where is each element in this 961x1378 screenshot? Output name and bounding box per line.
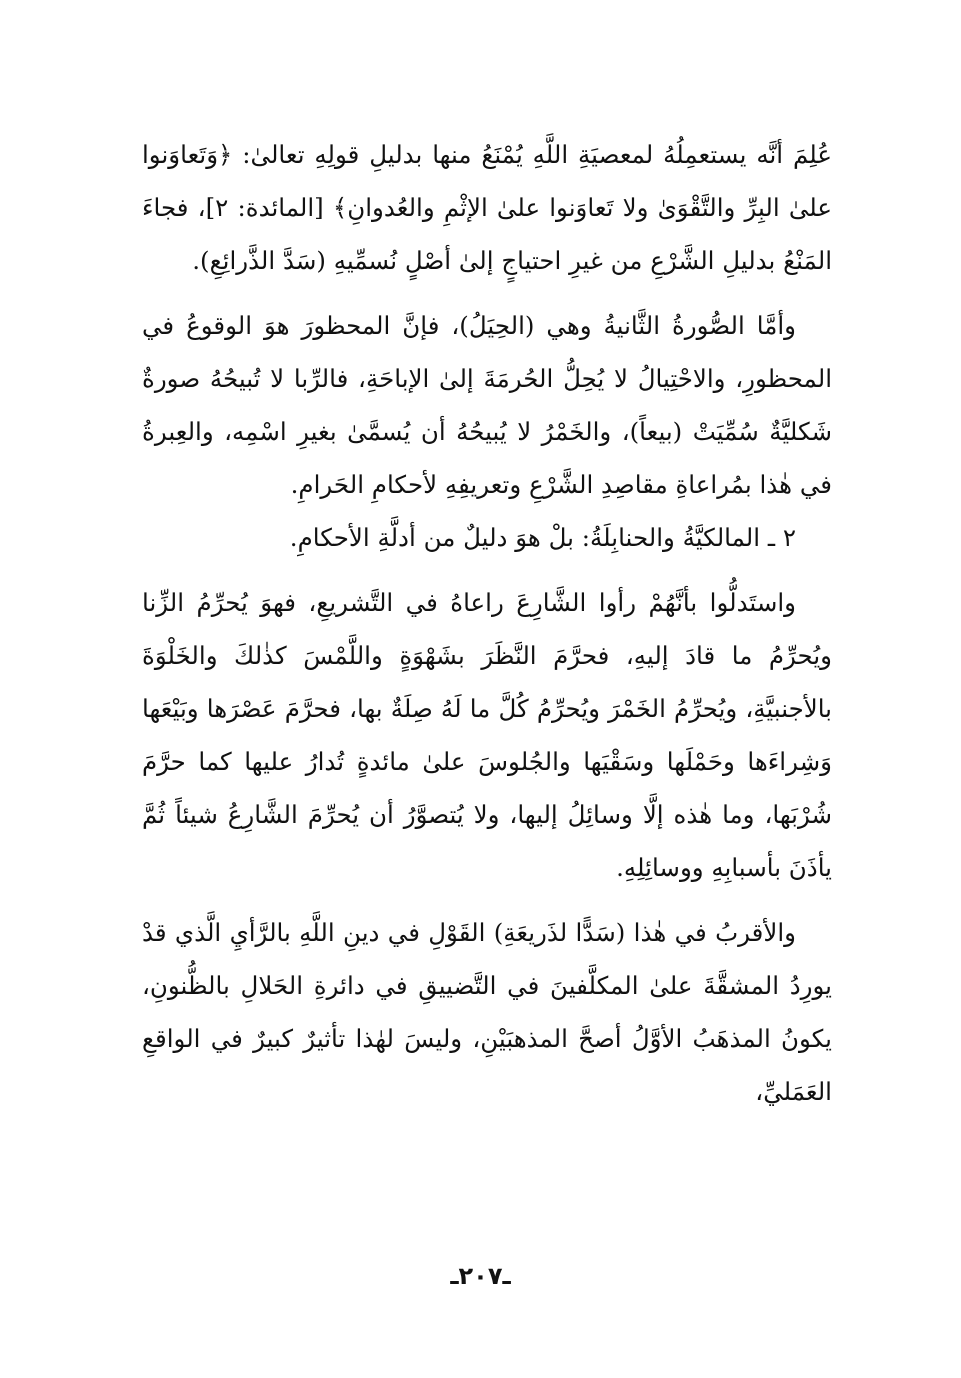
body-text	[142, 128, 832, 1118]
paragraph-4: واستَدلُّوا بأنَّهُمْ رأوا الشَّارِعَ راعاهُ في التَّشريعِ، فهوَ يُحرِّمُ الزِّنا ويُحرِّمُ ما قادَ إليهِ، فحرَّمَ النَّظَرَ بشَهْوَةٍ واللَّمْسَ كذٰلكَ والخَلْوَةَ بالأجنبيَّةِ، ويُحرِّمُ الخَمْرَ ويُحرِّمُ كُلَّ ما لَهُ صِلَةٌ بها، فحرَّمَ عَصْرَها وبَيْعَها وَشِراءَها وحَمْلَها وسَقْيَها والجُلوسَ علىٰ مائدةٍ تُدارُ عليها كما حرَّمَ شُرْبَها، وما هٰذه إلَّا وسائِلُ إليها، ولا يُتصوَّرُ أن يُحرِّمَ الشَّارِعُ شيئاً ثُمَّ يأذَنَ بأسبابِهِ ووسائِلِهِ.	[142, 588, 832, 882]
paragraph-1: عُلِمَ أنَّه يستعمِلُهُ لمعصيَةِ اللَّهِ يُمْنَعُ منها بدليلِ قولِهِ تعالىٰ: ﴿وَتَعاوَنوا علىٰ البِرِّ والتَّقْوَىٰ ولا تَعاوَنوا علىٰ الإثْمِ والعُدوانِ﴾ [المائدة: ٢]، فجاءَ المَنْعُ بدليلِ الشَّرْعِ من غيرِ احتياجٍ إلىٰ أصْلٍ نُسمِّيهِ (سَدَّ الذَّرائِعِ).	[142, 140, 833, 275]
paragraph-3-numbered-heading: ٢ ـ المالكيَّةُ والحنابِلَةُ: بلْ هوَ دليلٌ من أدلَّةِ الأحكامِ.	[289, 523, 796, 552]
page-number: ـ٢٠٧ـ	[450, 1262, 511, 1290]
paragraph-2: وأمَّا الصُّورةُ الثَّانيةُ وهي (الحِيَلُ)، فإنَّ المحظورَ هوَ الوقوعُ في المحظورِ، والاحْتِيالُ لا يُحِلُّ الحُرمَةَ إلىٰ الإباحَةِ، فالرِّبا لا تُبيحُهُ صورةٌ شَكليَّةٌ سُمِّيَتْ (بيعاً)، والخَمْرُ لا يُبيحُهُ أن يُسمَّىٰ بغيرِ اسْمِه، والعِبرةُ في هٰذا بمُراعاةِ مقاصِدِ الشَّرْعِ وتعريفِهِ لأحكامِ الحَرامِ.	[142, 311, 832, 499]
paragraph-5: والأقربُ في هٰذا (سَدًّا لذَريعَةِ) القَوْلِ في دينِ اللَّهِ بالرَّأيِ الَّذي قدْ يورِدُ المشقَّةَ علىٰ المكلَّفينَ في التَّضييقِ في دائرةِ الحَلالِ بالظُّنونِ، يكونُ المذهَبُ الأوَّلُ أصحَّ المذهبَيْنِ، وليسَ لهٰذا تأثيرٌ كبيرٌ في الواقعِ العَمَليِّ،	[142, 918, 832, 1106]
